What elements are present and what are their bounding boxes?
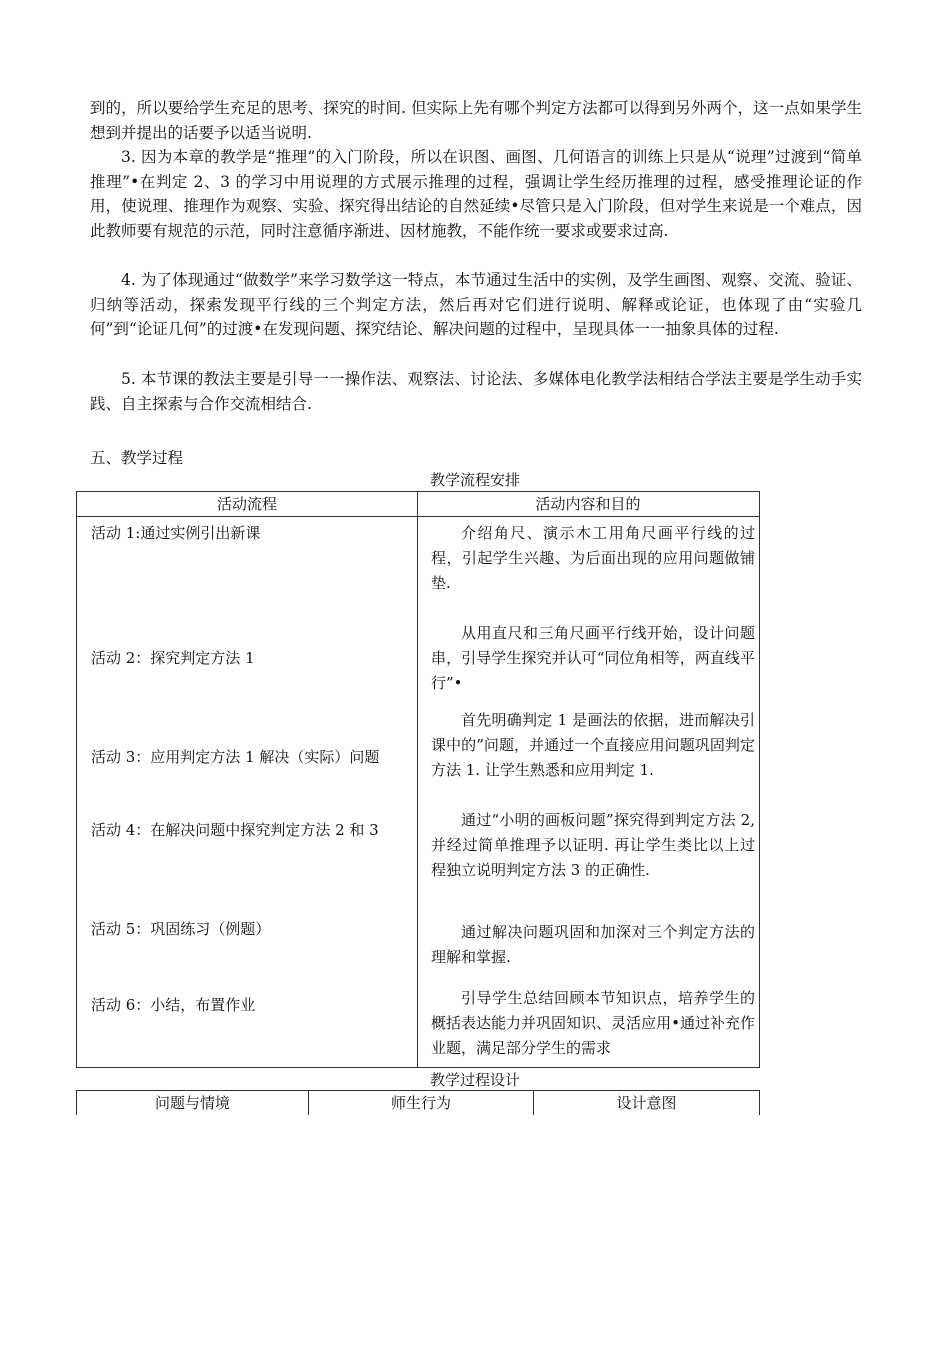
paragraph-point-4: 4. 为了体现通过“做数学”来学习数学这一特点，本节通过生活中的实例，及学生画图、观察、交流、验证、归纳等活动，探索发现平行线的三个判定方法，然后再对它们进行说明、解释或论证，也体现了由“实验几何”到“论证几何”的过渡•在发现问题、探究结论、解决问题的过程中，呈现具体一一抽象具体的过程. — [90, 271, 862, 338]
table2-caption: 教学过程设计 — [429, 1071, 520, 1089]
purpose-4: 通过“小明的画板问题”探究得到判定方法 2, 并经过简单推理予以证明. 再让学生类比以上过程独立说明判定方法 3 的正确性. — [431, 811, 755, 879]
purpose-5: 通过解决问题巩固和加深对三个判定方法的理解和掌握. — [431, 923, 755, 966]
paragraph-continuation: 到的，所以要给学生充足的思考、探究的时间. 但实际上先有哪个判定方法都可以得到另外两个，这一点如果学生想到并提出的话要予以适当说明. — [90, 99, 862, 142]
activity-2: 活动 2：探究判定方法 1 — [91, 649, 255, 667]
table2-header-situation: 问题与情境 — [154, 1094, 230, 1112]
table1-header-activity: 活动流程 — [216, 495, 277, 513]
purpose-column — [417, 517, 759, 1067]
purpose-1: 介绍角尺、演示木工用角尺画平行线的过程，引起学生兴趣、为后面出现的应用问题做铺垫. — [431, 524, 755, 592]
activity-5: 活动 5：巩固练习（例题） — [91, 920, 271, 938]
purpose-2: 从用直尺和三角尺画平行线开始，设计问题串，引导学生探究并认可“同位角相等，两直线平行”• — [431, 624, 755, 692]
table2-header-intent: 设计意图 — [616, 1094, 677, 1112]
process-design-table — [76, 1090, 760, 1115]
activity-flow-table — [76, 491, 760, 1068]
paragraph-point-3: 3. 因为本章的教学是“推理”的入门阶段，所以在识图、画图、几何语言的训练上只是从“说理”过渡到“简单推理”•在判定 2、3 的学习中用说理的方式展示推理的过程，强调让学生经历推理的过程，感受推理论证的作用，使说理、推理作为观察、实验、探究得出结论的自然延续•尽管只是入门阶段，但对学生来说是一个难点，因此教师要有规范的示范，同时注意循序渐进、因材施教，不能作统一要求或要求过高. — [90, 148, 862, 240]
table1-caption: 教学流程安排 — [429, 471, 520, 489]
table1-header-purpose: 活动内容和目的 — [535, 495, 641, 513]
table2-header-behavior: 师生行为 — [390, 1094, 451, 1112]
section-heading: 五、教学过程 — [90, 449, 184, 467]
activity-4: 活动 4：在解决问题中探究判定方法 2 和 3 — [91, 821, 379, 839]
activity-1: 活动 1:通过实例引出新课 — [91, 524, 261, 542]
activity-3: 活动 3：应用判定方法 1 解决（实际）问题 — [91, 748, 380, 766]
paragraph-point-5: 5. 本节课的教法主要是引导一一操作法、观察法、讨论法、多媒体电化教学法相结合学法主要是学生动手实践、自主探索与合作交流相结合. — [90, 370, 862, 413]
activity-6: 活动 6：小结，布置作业 — [91, 996, 256, 1014]
purpose-3: 首先明确判定 1 是画法的依据，进而解决引课中的”问题，并通过一个直接应用问题巩固判定方法 1. 让学生熟悉和应用判定 1. — [431, 711, 755, 779]
purpose-6: 引导学生总结回顾本节知识点，培养学生的概括表达能力并巩固知识、灵活应用•通过补充作业题，满足部分学生的需求 — [431, 989, 755, 1057]
